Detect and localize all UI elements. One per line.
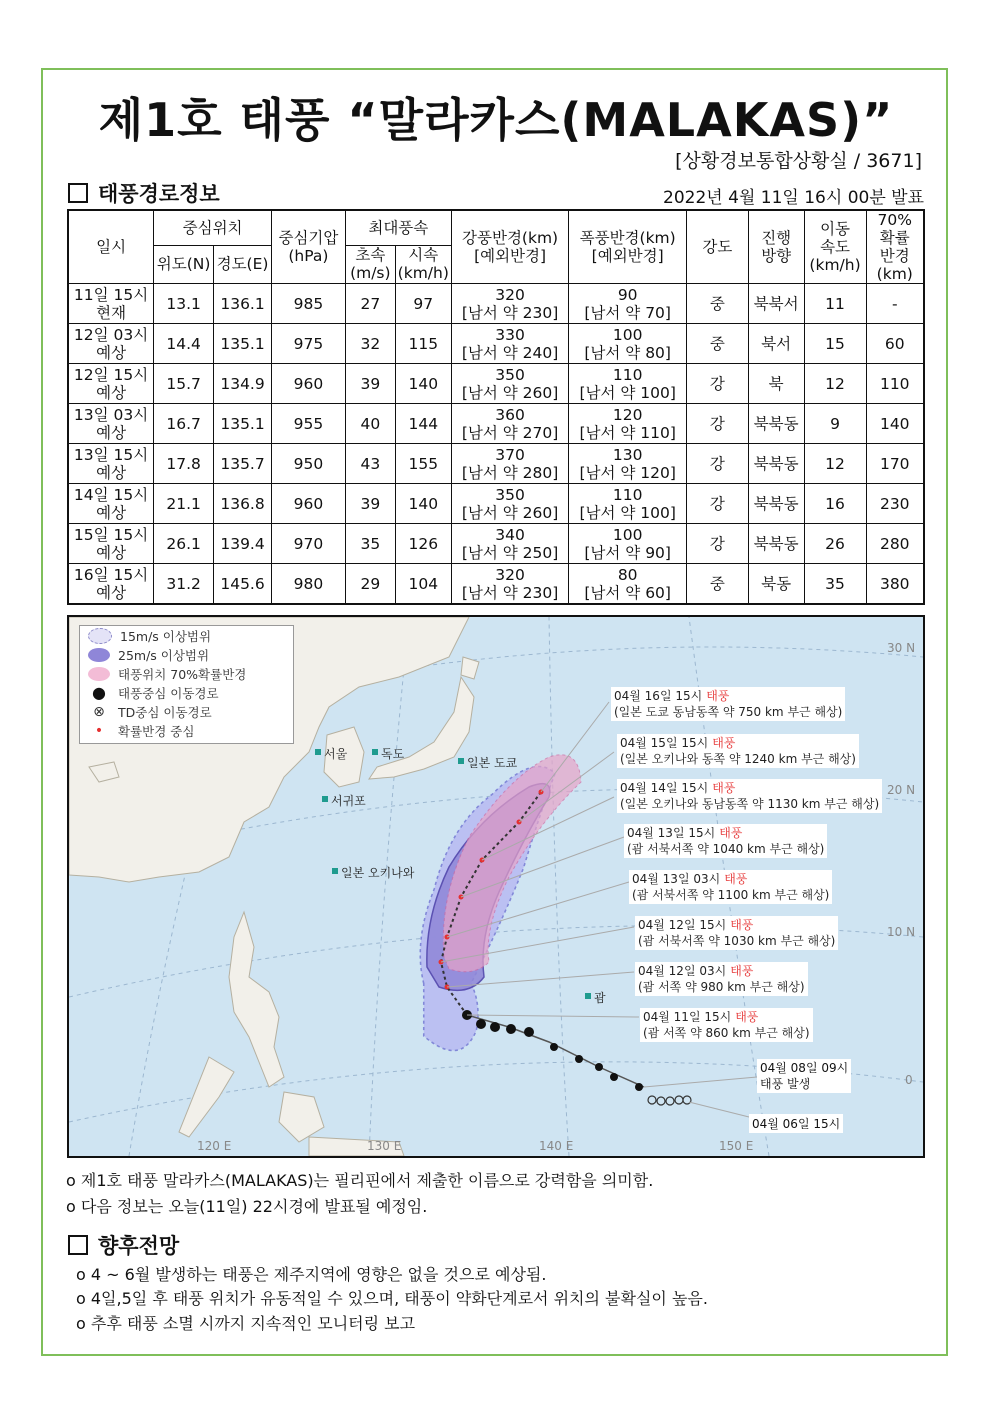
- place-marker-icon: [332, 868, 338, 874]
- cell-speed: 11: [804, 284, 866, 324]
- header-strong-radius: 강풍반경(km) [예외반경]: [451, 210, 569, 284]
- genesis-date: 04월 08일 09시: [760, 1061, 849, 1075]
- cell-lon: 134.9: [214, 364, 272, 404]
- legend-label: 25m/s 이상범위: [118, 647, 210, 663]
- annotation-desc: (괌 서쪽 약 980 km 부근 해상): [638, 980, 805, 994]
- cell-kmh: 126: [395, 524, 451, 564]
- lon-label: 130 E: [367, 1139, 402, 1153]
- outlook-item-1: o 4 ~ 6월 발생하는 태풍은 제주지역에 영향은 없을 것으로 예상됨.: [76, 1265, 547, 1284]
- cell-direction: 북북서: [748, 284, 804, 324]
- cell-storm: 130 [남서 약 120]: [569, 444, 687, 484]
- place-marker-icon: [372, 749, 378, 755]
- cell-prob: 60: [866, 324, 924, 364]
- cell-storm: 90 [남서 약 70]: [569, 284, 687, 324]
- cell-ms: 29: [345, 564, 395, 605]
- legend-swatch-icon: ●: [92, 682, 106, 702]
- annotation-date: 04월 15일 15시: [620, 736, 709, 750]
- header-intensity: 강도: [686, 210, 748, 284]
- cell-ms: 39: [345, 484, 395, 524]
- cell-strong: 360 [남서 약 270]: [451, 404, 569, 444]
- place-marker-icon: [585, 993, 591, 999]
- annotation-desc: (괌 서북서쪽 약 1100 km 부근 해상): [632, 888, 830, 902]
- checkbox-square-icon: [68, 1235, 88, 1255]
- cell-lat: 14.4: [154, 324, 214, 364]
- cell-kmh: 155: [395, 444, 451, 484]
- header-direction: 진행 방향: [748, 210, 804, 284]
- cell-lon: 135.1: [214, 404, 272, 444]
- outlook-item-2: o 4일,5일 후 태풍 위치가 유동적일 수 있으며, 태풍이 약화단계로서 위치의 불확실이 높음.: [76, 1289, 708, 1308]
- table-row: [68, 444, 924, 484]
- cell-lat: 21.1: [154, 484, 214, 524]
- map-legend: [79, 625, 294, 744]
- place-label: 독도: [381, 747, 405, 761]
- cell-speed: 12: [804, 364, 866, 404]
- header-speed: 이동 속도 (km/h): [804, 210, 866, 284]
- outlook-item-3: o 추후 태풍 소멸 시까지 지속적인 모니터링 보고: [76, 1314, 416, 1333]
- cell-kmh: 97: [395, 284, 451, 324]
- track-annotation: [624, 824, 827, 858]
- lon-label: 150 E: [719, 1139, 754, 1153]
- cell-lat: 16.7: [154, 404, 214, 444]
- note-2: o 다음 정보는 오늘(11일) 22시경에 발표될 예정임.: [66, 1197, 428, 1216]
- track-annotation: [611, 687, 845, 721]
- cell-lon: 136.1: [214, 284, 272, 324]
- table-row: [68, 564, 924, 605]
- annotation-date: 04월 12일 03시: [638, 964, 727, 978]
- annotation-tag: 태풍: [712, 781, 736, 795]
- cell-time: 12일 03시 예상: [68, 324, 154, 364]
- cell-lon: 135.7: [214, 444, 272, 484]
- outlook-heading-text: 향후전망: [98, 1234, 180, 1258]
- outlook-section-heading: [68, 1230, 179, 1260]
- cell-prob: 380: [866, 564, 924, 605]
- cell-intensity: 강: [686, 524, 748, 564]
- legend-label: 태풍중심 이동경로: [118, 685, 219, 701]
- cell-speed: 16: [804, 484, 866, 524]
- track-annotation: [629, 870, 832, 904]
- cell-lon: 136.8: [214, 484, 272, 524]
- td-start-annotation: 04월 06일 15시: [749, 1114, 843, 1133]
- cell-intensity: 강: [686, 404, 748, 444]
- lon-label: 140 E: [539, 1139, 574, 1153]
- cell-lat: 31.2: [154, 564, 214, 605]
- cell-ms: 40: [345, 404, 395, 444]
- issued-time: 2022년 4월 11일 16시 00분 발표: [663, 188, 924, 208]
- header-time: 일시: [68, 210, 154, 284]
- place-marker-icon: [458, 758, 464, 764]
- header-maxwind: 최대풍속: [345, 210, 451, 245]
- legend-item: [80, 702, 293, 721]
- cell-kmh: 140: [395, 484, 451, 524]
- track-section-heading: [68, 178, 220, 208]
- annotation-desc: (괌 서북서쪽 약 1040 km 부근 해상): [627, 842, 825, 856]
- cell-time: 15일 15시 예상: [68, 524, 154, 564]
- cell-storm: 110 [남서 약 100]: [569, 364, 687, 404]
- checkbox-square-icon: [68, 183, 88, 203]
- legend-item: [80, 645, 293, 664]
- table-row: [68, 284, 924, 324]
- cell-speed: 9: [804, 404, 866, 444]
- cell-prob: 280: [866, 524, 924, 564]
- annotation-desc: (일본 도쿄 동남동쪽 약 750 km 부근 해상): [614, 705, 843, 719]
- annotation-tag: 태풍: [719, 826, 743, 840]
- cell-intensity: 중: [686, 284, 748, 324]
- td-center-track: [648, 1096, 691, 1105]
- cell-prob: 140: [866, 404, 924, 444]
- annotation-date: 04월 12일 15시: [638, 918, 727, 932]
- cell-intensity: 강: [686, 484, 748, 524]
- cell-direction: 북동: [748, 564, 804, 605]
- cell-kmh: 115: [395, 324, 451, 364]
- header-prob: 70% 확률 반경 (km): [866, 210, 924, 284]
- typhoon-track-table: [67, 209, 925, 605]
- legend-item: [80, 721, 293, 740]
- cell-speed: 35: [804, 564, 866, 605]
- legend-swatch-icon: [88, 648, 110, 662]
- place-label: 서귀포: [331, 794, 366, 808]
- cell-pressure: 960: [272, 364, 346, 404]
- header-lon: 경도(E): [214, 245, 272, 283]
- table-row: [68, 524, 924, 564]
- legend-swatch-icon: ⊗: [93, 703, 105, 720]
- legend-label: 확률반경 중심: [118, 723, 195, 739]
- annotation-date: 04월 13일 03시: [632, 872, 721, 886]
- cell-pressure: 985: [272, 284, 346, 324]
- table-row: [68, 364, 924, 404]
- annotation-tag: 태풍: [724, 872, 748, 886]
- cell-time: 13일 15시 예상: [68, 444, 154, 484]
- cell-storm: 100 [남서 약 90]: [569, 524, 687, 564]
- place-marker-icon: [315, 749, 321, 755]
- legend-swatch-icon: [88, 628, 112, 644]
- cell-ms: 35: [345, 524, 395, 564]
- legend-label: 15m/s 이상범위: [120, 628, 212, 644]
- place-label: 서울: [324, 747, 348, 761]
- cell-direction: 북북동: [748, 444, 804, 484]
- legend-item: [80, 626, 293, 645]
- track-annotation: [640, 1008, 813, 1042]
- cell-direction: 북북동: [748, 524, 804, 564]
- header-pressure: 중심기압 (hPa): [272, 210, 346, 284]
- cell-direction: 북서: [748, 324, 804, 364]
- legend-swatch-icon: [88, 667, 110, 681]
- legend-item: [80, 683, 293, 702]
- cell-strong: 330 [남서 약 240]: [451, 324, 569, 364]
- header-center: 중심위치: [154, 210, 272, 245]
- legend-item: [80, 664, 293, 683]
- cell-storm: 80 [남서 약 60]: [569, 564, 687, 605]
- cell-strong: 320 [남서 약 230]: [451, 564, 569, 605]
- lat-label: 30 N: [887, 641, 916, 655]
- cell-storm: 120 [남서 약 110]: [569, 404, 687, 444]
- header-lat: 위도(N): [154, 245, 214, 283]
- typhoon-center-track: [462, 1010, 643, 1091]
- annotation-tag: 태풍: [730, 918, 754, 932]
- page-title: 제1호 태풍 “말라카스(MALAKAS)”: [98, 93, 894, 147]
- cell-kmh: 104: [395, 564, 451, 605]
- cell-intensity: 중: [686, 324, 748, 364]
- legend-swatch-icon: •: [94, 722, 104, 739]
- typhoon-track-map: [67, 615, 925, 1158]
- track-annotation: [635, 916, 838, 950]
- note-1: o 제1호 태풍 말라카스(MALAKAS)는 필리핀에서 제출한 이름으로 강력함을 의미함.: [66, 1171, 654, 1190]
- annotation-tag: 태풍: [706, 689, 730, 703]
- lat-label: 10 N: [887, 925, 916, 939]
- cell-storm: 110 [남서 약 100]: [569, 484, 687, 524]
- cell-kmh: 140: [395, 364, 451, 404]
- annotation-tag: 태풍: [735, 1010, 759, 1024]
- header-storm-radius: 폭풍반경(km) [예외반경]: [569, 210, 687, 284]
- track-heading-text: 태풍경로정보: [98, 182, 220, 206]
- genesis-desc: 태풍 발생: [760, 1077, 811, 1091]
- cell-pressure: 960: [272, 484, 346, 524]
- cell-ms: 32: [345, 324, 395, 364]
- department-label: [상황경보통합상황실 / 3671]: [675, 150, 922, 172]
- track-annotation: [617, 734, 859, 768]
- genesis-annotation: [757, 1059, 851, 1093]
- cell-pressure: 975: [272, 324, 346, 364]
- table-row: [68, 404, 924, 444]
- track-annotation: [617, 779, 882, 813]
- table-row: [68, 324, 924, 364]
- cell-strong: 350 [남서 약 260]: [451, 364, 569, 404]
- annotation-date: 04월 13일 15시: [627, 826, 716, 840]
- table-row: [68, 484, 924, 524]
- cell-pressure: 950: [272, 444, 346, 484]
- cell-lon: 145.6: [214, 564, 272, 605]
- legend-label: TD중심 이동경로: [118, 704, 212, 720]
- cell-prob: 110: [866, 364, 924, 404]
- cell-prob: -: [866, 284, 924, 324]
- cell-pressure: 980: [272, 564, 346, 605]
- cell-direction: 북북동: [748, 484, 804, 524]
- annotation-desc: (일본 오키나와 동쪽 약 1240 km 부근 해상): [620, 752, 856, 766]
- annotation-desc: (괌 서북서쪽 약 1030 km 부근 해상): [638, 934, 836, 948]
- annotation-date: 04월 16일 15시: [614, 689, 703, 703]
- annotation-date: 04월 11일 15시: [643, 1010, 732, 1024]
- cell-prob: 170: [866, 444, 924, 484]
- cell-time: 16일 15시 예상: [68, 564, 154, 605]
- place-label: 일본 도쿄: [467, 756, 518, 770]
- cell-lon: 139.4: [214, 524, 272, 564]
- lat-label: 20 N: [887, 783, 916, 797]
- cell-intensity: 강: [686, 364, 748, 404]
- cell-strong: 320 [남서 약 230]: [451, 284, 569, 324]
- cell-time: 12일 15시 예상: [68, 364, 154, 404]
- cell-strong: 350 [남서 약 260]: [451, 484, 569, 524]
- legend-label: 태풍위치 70%확률반경: [118, 666, 247, 682]
- cell-pressure: 970: [272, 524, 346, 564]
- annotation-desc: (일본 오키나와 동남동쪽 약 1130 km 부근 해상): [620, 797, 880, 811]
- cell-lat: 13.1: [154, 284, 214, 324]
- cell-ms: 27: [345, 284, 395, 324]
- cell-lat: 26.1: [154, 524, 214, 564]
- cell-time: 13일 03시 예상: [68, 404, 154, 444]
- cell-direction: 북북동: [748, 404, 804, 444]
- annotation-tag: 태풍: [712, 736, 736, 750]
- cell-strong: 370 [남서 약 280]: [451, 444, 569, 484]
- lon-label: 120 E: [197, 1139, 232, 1153]
- place-marker-icon: [322, 796, 328, 802]
- cell-strong: 340 [남서 약 250]: [451, 524, 569, 564]
- place-label: 일본 오키나와: [341, 866, 415, 880]
- header-ms: 초속 (m/s): [345, 245, 395, 283]
- cell-lat: 17.8: [154, 444, 214, 484]
- place-label: 괌: [594, 991, 606, 1005]
- annotation-date: 04월 14일 15시: [620, 781, 709, 795]
- cell-pressure: 955: [272, 404, 346, 444]
- cell-ms: 39: [345, 364, 395, 404]
- cell-intensity: 중: [686, 564, 748, 605]
- cell-speed: 12: [804, 444, 866, 484]
- annotation-desc: (괌 서쪽 약 860 km 부근 해상): [643, 1026, 810, 1040]
- annotation-tag: 태풍: [730, 964, 754, 978]
- cell-lat: 15.7: [154, 364, 214, 404]
- cell-prob: 230: [866, 484, 924, 524]
- cell-kmh: 144: [395, 404, 451, 444]
- cell-time: 14일 15시 예상: [68, 484, 154, 524]
- cell-ms: 43: [345, 444, 395, 484]
- cell-intensity: 강: [686, 444, 748, 484]
- track-annotation: [635, 962, 808, 996]
- cell-speed: 26: [804, 524, 866, 564]
- cell-storm: 100 [남서 약 80]: [569, 324, 687, 364]
- cell-direction: 북: [748, 364, 804, 404]
- cell-speed: 15: [804, 324, 866, 364]
- header-kmh: 시속 (km/h): [395, 245, 451, 283]
- lat-label: 0: [905, 1073, 913, 1087]
- cell-lon: 135.1: [214, 324, 272, 364]
- cell-time: 11일 15시 현재: [68, 284, 154, 324]
